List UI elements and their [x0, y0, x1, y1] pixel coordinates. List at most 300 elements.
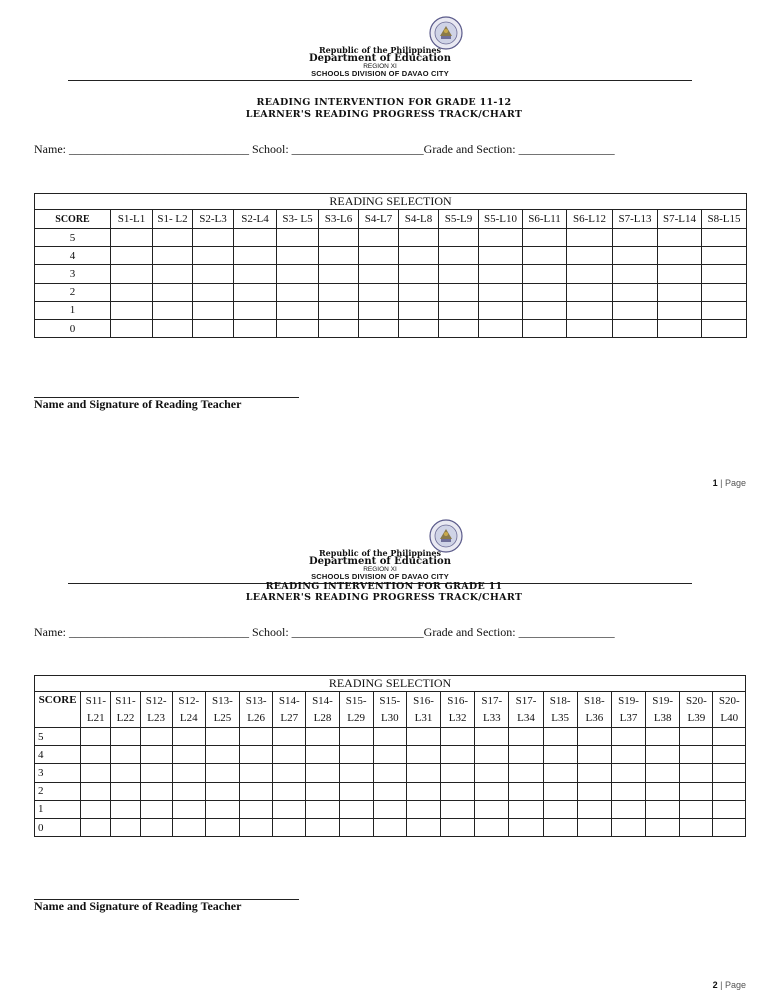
column-header-top: S16-	[447, 694, 469, 707]
score-cell	[658, 247, 702, 265]
column-header	[577, 692, 611, 728]
score-cell	[234, 301, 277, 319]
score-cell	[359, 265, 399, 283]
score-cell	[523, 229, 567, 247]
score-cell	[611, 764, 645, 782]
score-cell	[277, 229, 319, 247]
score-cell	[611, 782, 645, 800]
score-cell	[153, 283, 193, 301]
column-header	[646, 692, 680, 728]
column-header-bottom: L24	[179, 711, 198, 724]
column-header: S7-L13	[613, 210, 658, 229]
score-cell	[567, 265, 613, 283]
score-cell	[306, 764, 339, 782]
score-cell	[475, 746, 509, 764]
department-text: Department of Education	[309, 53, 451, 64]
score-cell	[577, 764, 611, 782]
department-text: Department of Education	[309, 556, 451, 567]
column-header-bottom: L27	[280, 711, 299, 724]
column-header	[205, 692, 239, 728]
score-cell	[713, 800, 746, 818]
score-cell	[439, 319, 479, 337]
score-cell	[613, 283, 658, 301]
signature-label: Name and Signature of Reading Teacher	[34, 397, 242, 411]
column-header	[441, 692, 475, 728]
score-cell	[172, 728, 205, 746]
column-header-bottom: L26	[247, 711, 265, 724]
score-cell	[273, 728, 306, 746]
score-cell	[646, 746, 680, 764]
column-header-top: S19-	[652, 694, 674, 707]
score-cell	[680, 746, 713, 764]
score-cell	[153, 265, 193, 283]
column-header: S1- L2	[153, 210, 193, 229]
score-cell	[234, 229, 277, 247]
column-header-top: S13-	[212, 694, 233, 707]
column-header: S5-L9	[439, 210, 479, 229]
deped-letterhead	[68, 517, 692, 584]
score-cell	[509, 818, 543, 836]
score-cell	[172, 800, 205, 818]
score-cell	[111, 301, 153, 319]
score-cell	[373, 800, 406, 818]
column-header-bottom: L35	[551, 711, 570, 724]
column-header	[306, 692, 339, 728]
score-cell	[373, 782, 406, 800]
score-cell	[479, 319, 523, 337]
score-cell	[479, 301, 523, 319]
score-cell	[140, 800, 172, 818]
score-cell	[373, 746, 406, 764]
score-row	[35, 319, 747, 337]
column-header	[611, 692, 645, 728]
score-cell	[611, 746, 645, 764]
column-header-top: S12-	[145, 694, 167, 707]
score-cell	[111, 247, 153, 265]
score-cell	[658, 319, 702, 337]
learner-info-fields: Name: ______________________________ School: ______________________Grade and Section: ________________	[34, 625, 615, 639]
score-cell	[441, 728, 475, 746]
score-cell	[613, 229, 658, 247]
score-cell	[373, 764, 406, 782]
score-cell	[399, 319, 439, 337]
score-cell	[205, 782, 239, 800]
column-header	[172, 692, 205, 728]
score-cell	[373, 728, 406, 746]
column-header-top: S13-	[245, 694, 267, 707]
score-row	[35, 818, 746, 836]
column-header-bottom: L34	[517, 711, 535, 724]
reading-progress-table	[34, 193, 747, 338]
score-cell	[111, 782, 140, 800]
score-cell	[543, 818, 577, 836]
score-cell	[140, 818, 172, 836]
score-cell	[273, 746, 306, 764]
score-cell	[205, 800, 239, 818]
score-cell	[613, 247, 658, 265]
score-value: 5	[35, 229, 111, 247]
score-cell	[319, 319, 359, 337]
score-cell	[680, 782, 713, 800]
column-header: S3- L5	[277, 210, 319, 229]
column-header-bottom: L40	[720, 711, 739, 724]
score-value: 2	[35, 283, 111, 301]
score-cell	[475, 764, 509, 782]
page-label: Page	[724, 980, 746, 990]
column-header: S8-L15	[702, 210, 747, 229]
column-header-top: S18-	[549, 694, 571, 707]
score-cell	[172, 782, 205, 800]
score-cell	[277, 247, 319, 265]
score-cell	[193, 265, 234, 283]
score-cell	[658, 265, 702, 283]
score-cell	[680, 800, 713, 818]
score-cell	[319, 229, 359, 247]
score-cell	[611, 818, 645, 836]
score-cell	[193, 301, 234, 319]
score-cell	[153, 229, 193, 247]
score-cell	[439, 247, 479, 265]
score-row	[35, 229, 747, 247]
column-header	[543, 692, 577, 728]
score-cell	[193, 247, 234, 265]
score-cell	[81, 728, 111, 746]
column-header-bottom: L38	[653, 711, 672, 724]
column-header-bottom: L29	[347, 711, 365, 724]
column-header-bottom: L37	[619, 711, 638, 724]
division-text: SCHOOLS DIVISION OF DAVAO CITY	[311, 572, 449, 581]
score-row	[35, 301, 747, 319]
score-cell	[439, 283, 479, 301]
region-text: REGION XI	[363, 63, 397, 70]
score-cell	[509, 764, 543, 782]
score-cell	[567, 301, 613, 319]
score-cell	[475, 800, 509, 818]
score-cell	[205, 728, 239, 746]
score-cell	[273, 764, 306, 782]
score-cell	[205, 746, 239, 764]
column-header-top: S17-	[515, 694, 537, 707]
score-cell	[439, 229, 479, 247]
score-cell	[339, 764, 373, 782]
score-cell	[509, 800, 543, 818]
page-title: READING INTERVENTION FOR GRADE 11-12	[256, 97, 512, 108]
column-header-top: S12-	[178, 694, 200, 707]
column-header-top: S15-	[379, 694, 401, 707]
score-cell	[140, 782, 172, 800]
score-cell	[111, 319, 153, 337]
score-cell	[702, 319, 747, 337]
score-cell	[399, 265, 439, 283]
score-cell	[509, 782, 543, 800]
column-header: S2-L3	[193, 210, 234, 229]
score-cell	[479, 247, 523, 265]
score-cell	[658, 229, 702, 247]
score-cell	[240, 728, 273, 746]
column-header-top: S18-	[583, 694, 605, 707]
score-cell	[339, 728, 373, 746]
score-cell	[702, 283, 747, 301]
score-cell	[406, 746, 440, 764]
page-number: 1 | Page	[712, 478, 746, 488]
score-cell	[306, 728, 339, 746]
score-cell	[406, 782, 440, 800]
score-cell	[713, 818, 746, 836]
score-cell	[567, 319, 613, 337]
score-cell	[81, 764, 111, 782]
score-cell	[702, 247, 747, 265]
score-cell	[406, 818, 440, 836]
column-header-top: S16-	[413, 694, 434, 707]
score-cell	[479, 265, 523, 283]
column-header-top: S17-	[481, 694, 503, 707]
score-cell	[509, 746, 543, 764]
column-header-bottom: L21	[86, 711, 105, 724]
score-cell	[543, 728, 577, 746]
score-cell	[172, 746, 205, 764]
score-row	[35, 283, 747, 301]
score-cell	[406, 728, 440, 746]
score-cell	[111, 265, 153, 283]
score-cell	[479, 229, 523, 247]
score-cell	[523, 283, 567, 301]
score-cell	[111, 746, 140, 764]
score-cell	[406, 800, 440, 818]
score-cell	[646, 818, 680, 836]
score-cell	[319, 265, 359, 283]
score-cell	[646, 728, 680, 746]
score-cell	[193, 283, 234, 301]
score-cell	[567, 247, 613, 265]
column-header-top: S11-	[115, 694, 136, 707]
score-cell	[713, 728, 746, 746]
score-cell	[339, 800, 373, 818]
score-cell	[702, 265, 747, 283]
score-cell	[319, 283, 359, 301]
score-cell	[713, 746, 746, 764]
column-header	[111, 692, 140, 728]
score-cell	[475, 782, 509, 800]
column-header: S1-L1	[111, 210, 153, 229]
score-cell	[439, 265, 479, 283]
column-header	[680, 692, 713, 728]
column-header	[81, 692, 111, 728]
page-number: 2 | Page	[712, 980, 746, 990]
reading-selection-title: READING SELECTION	[35, 676, 746, 692]
column-header: S7-L14	[658, 210, 702, 229]
score-value: 3	[35, 764, 81, 782]
score-cell	[399, 229, 439, 247]
score-cell	[277, 265, 319, 283]
score-value: 2	[35, 782, 81, 800]
column-header: S6-L12	[567, 210, 613, 229]
score-cell	[399, 247, 439, 265]
reading-selection-title: READING SELECTION	[35, 194, 747, 210]
score-cell	[475, 728, 509, 746]
score-cell	[523, 265, 567, 283]
column-header-bottom: L22	[116, 711, 135, 724]
score-value: 4	[35, 746, 81, 764]
score-row	[35, 764, 746, 782]
score-cell	[658, 283, 702, 301]
page-subtitle: LEARNER'S READING PROGRESS TRACK/CHART	[245, 109, 523, 120]
column-header: S4-L7	[359, 210, 399, 229]
region-text: REGION XI	[363, 566, 397, 573]
page-subtitle: LEARNER'S READING PROGRESS TRACK/CHART	[245, 592, 523, 603]
column-header	[475, 692, 509, 728]
learner-info-fields: Name: ______________________________ School: ______________________Grade and Section: ________________	[34, 142, 615, 156]
score-cell	[81, 782, 111, 800]
score-cell	[234, 319, 277, 337]
column-header-bottom: L39	[687, 711, 706, 724]
column-header-bottom: L25	[213, 711, 232, 724]
score-cell	[611, 800, 645, 818]
score-value: 1	[35, 800, 81, 818]
score-cell	[613, 265, 658, 283]
score-cell	[111, 764, 140, 782]
score-cell	[523, 319, 567, 337]
score-cell	[111, 728, 140, 746]
column-header-top: S19-	[618, 694, 639, 707]
score-cell	[646, 782, 680, 800]
score-cell	[702, 301, 747, 319]
score-cell	[577, 746, 611, 764]
deped-letterhead	[68, 14, 692, 81]
score-cell	[523, 301, 567, 319]
score-cell	[577, 782, 611, 800]
score-cell	[658, 301, 702, 319]
score-cell	[273, 818, 306, 836]
score-cell	[646, 764, 680, 782]
column-header	[373, 692, 406, 728]
score-header: SCORE	[35, 210, 111, 229]
score-row	[35, 800, 746, 818]
score-cell	[140, 764, 172, 782]
column-header-top: S14-	[312, 694, 333, 707]
republic-text: Republic of the Philippines	[318, 548, 441, 558]
score-cell	[680, 728, 713, 746]
score-cell	[523, 247, 567, 265]
score-row	[35, 728, 746, 746]
score-cell	[306, 818, 339, 836]
score-cell	[359, 283, 399, 301]
score-cell	[319, 247, 359, 265]
score-cell	[406, 764, 440, 782]
page-title: READING INTERVENTION FOR GRADE 11	[265, 581, 503, 592]
score-value: 1	[35, 301, 111, 319]
score-cell	[193, 319, 234, 337]
page-number-value: 2	[712, 980, 718, 990]
score-cell	[306, 746, 339, 764]
score-cell	[439, 301, 479, 319]
score-cell	[399, 301, 439, 319]
division-text: SCHOOLS DIVISION OF DAVAO CITY	[311, 69, 449, 78]
column-header-bottom: L23	[147, 711, 165, 724]
column-header-top: S11-	[85, 694, 106, 707]
column-header-top: S15-	[345, 694, 367, 707]
column-header-bottom: L28	[313, 711, 332, 724]
score-cell	[153, 301, 193, 319]
column-header-bottom: L30	[380, 711, 399, 724]
score-cell	[240, 818, 273, 836]
score-value: 3	[35, 265, 111, 283]
score-cell	[172, 818, 205, 836]
score-cell	[240, 746, 273, 764]
score-cell	[441, 782, 475, 800]
score-cell	[240, 764, 273, 782]
score-cell	[339, 782, 373, 800]
score-cell	[613, 319, 658, 337]
score-cell	[240, 800, 273, 818]
score-cell	[277, 319, 319, 337]
score-cell	[543, 800, 577, 818]
score-cell	[713, 764, 746, 782]
score-cell	[359, 229, 399, 247]
score-cell	[611, 728, 645, 746]
score-cell	[234, 283, 277, 301]
score-cell	[273, 800, 306, 818]
score-cell	[702, 229, 747, 247]
score-cell	[680, 818, 713, 836]
score-cell	[359, 301, 399, 319]
score-cell	[543, 764, 577, 782]
column-header-top: S20-	[718, 694, 740, 707]
score-cell	[359, 247, 399, 265]
score-cell	[172, 764, 205, 782]
column-header-bottom: L31	[414, 711, 433, 724]
column-header-bottom: L32	[448, 711, 467, 724]
score-value: 0	[35, 818, 81, 836]
page-number-value: 1	[712, 478, 718, 488]
score-cell	[567, 283, 613, 301]
column-header: S6-L11	[523, 210, 567, 229]
score-cell	[193, 229, 234, 247]
score-cell	[240, 782, 273, 800]
column-header: S3-L6	[319, 210, 359, 229]
column-header-top: S20-	[685, 694, 707, 707]
column-header: S2-L4	[234, 210, 277, 229]
score-cell	[441, 818, 475, 836]
score-cell	[319, 301, 359, 319]
score-cell	[81, 746, 111, 764]
score-cell	[577, 728, 611, 746]
column-header	[240, 692, 273, 728]
score-header: SCORE	[35, 692, 81, 728]
score-cell	[713, 782, 746, 800]
score-row	[35, 265, 747, 283]
score-cell	[359, 319, 399, 337]
score-cell	[140, 728, 172, 746]
score-cell	[205, 818, 239, 836]
column-header	[339, 692, 373, 728]
column-header	[713, 692, 746, 728]
score-cell	[441, 746, 475, 764]
column-header	[509, 692, 543, 728]
score-value: 0	[35, 319, 111, 337]
score-row	[35, 746, 746, 764]
score-cell	[475, 818, 509, 836]
score-cell	[509, 728, 543, 746]
signature-label: Name and Signature of Reading Teacher	[34, 899, 242, 913]
score-row	[35, 782, 746, 800]
score-cell	[277, 301, 319, 319]
score-cell	[399, 283, 439, 301]
score-cell	[111, 283, 153, 301]
score-cell	[577, 818, 611, 836]
column-header: S5-L10	[479, 210, 523, 229]
score-cell	[111, 818, 140, 836]
score-cell	[277, 283, 319, 301]
